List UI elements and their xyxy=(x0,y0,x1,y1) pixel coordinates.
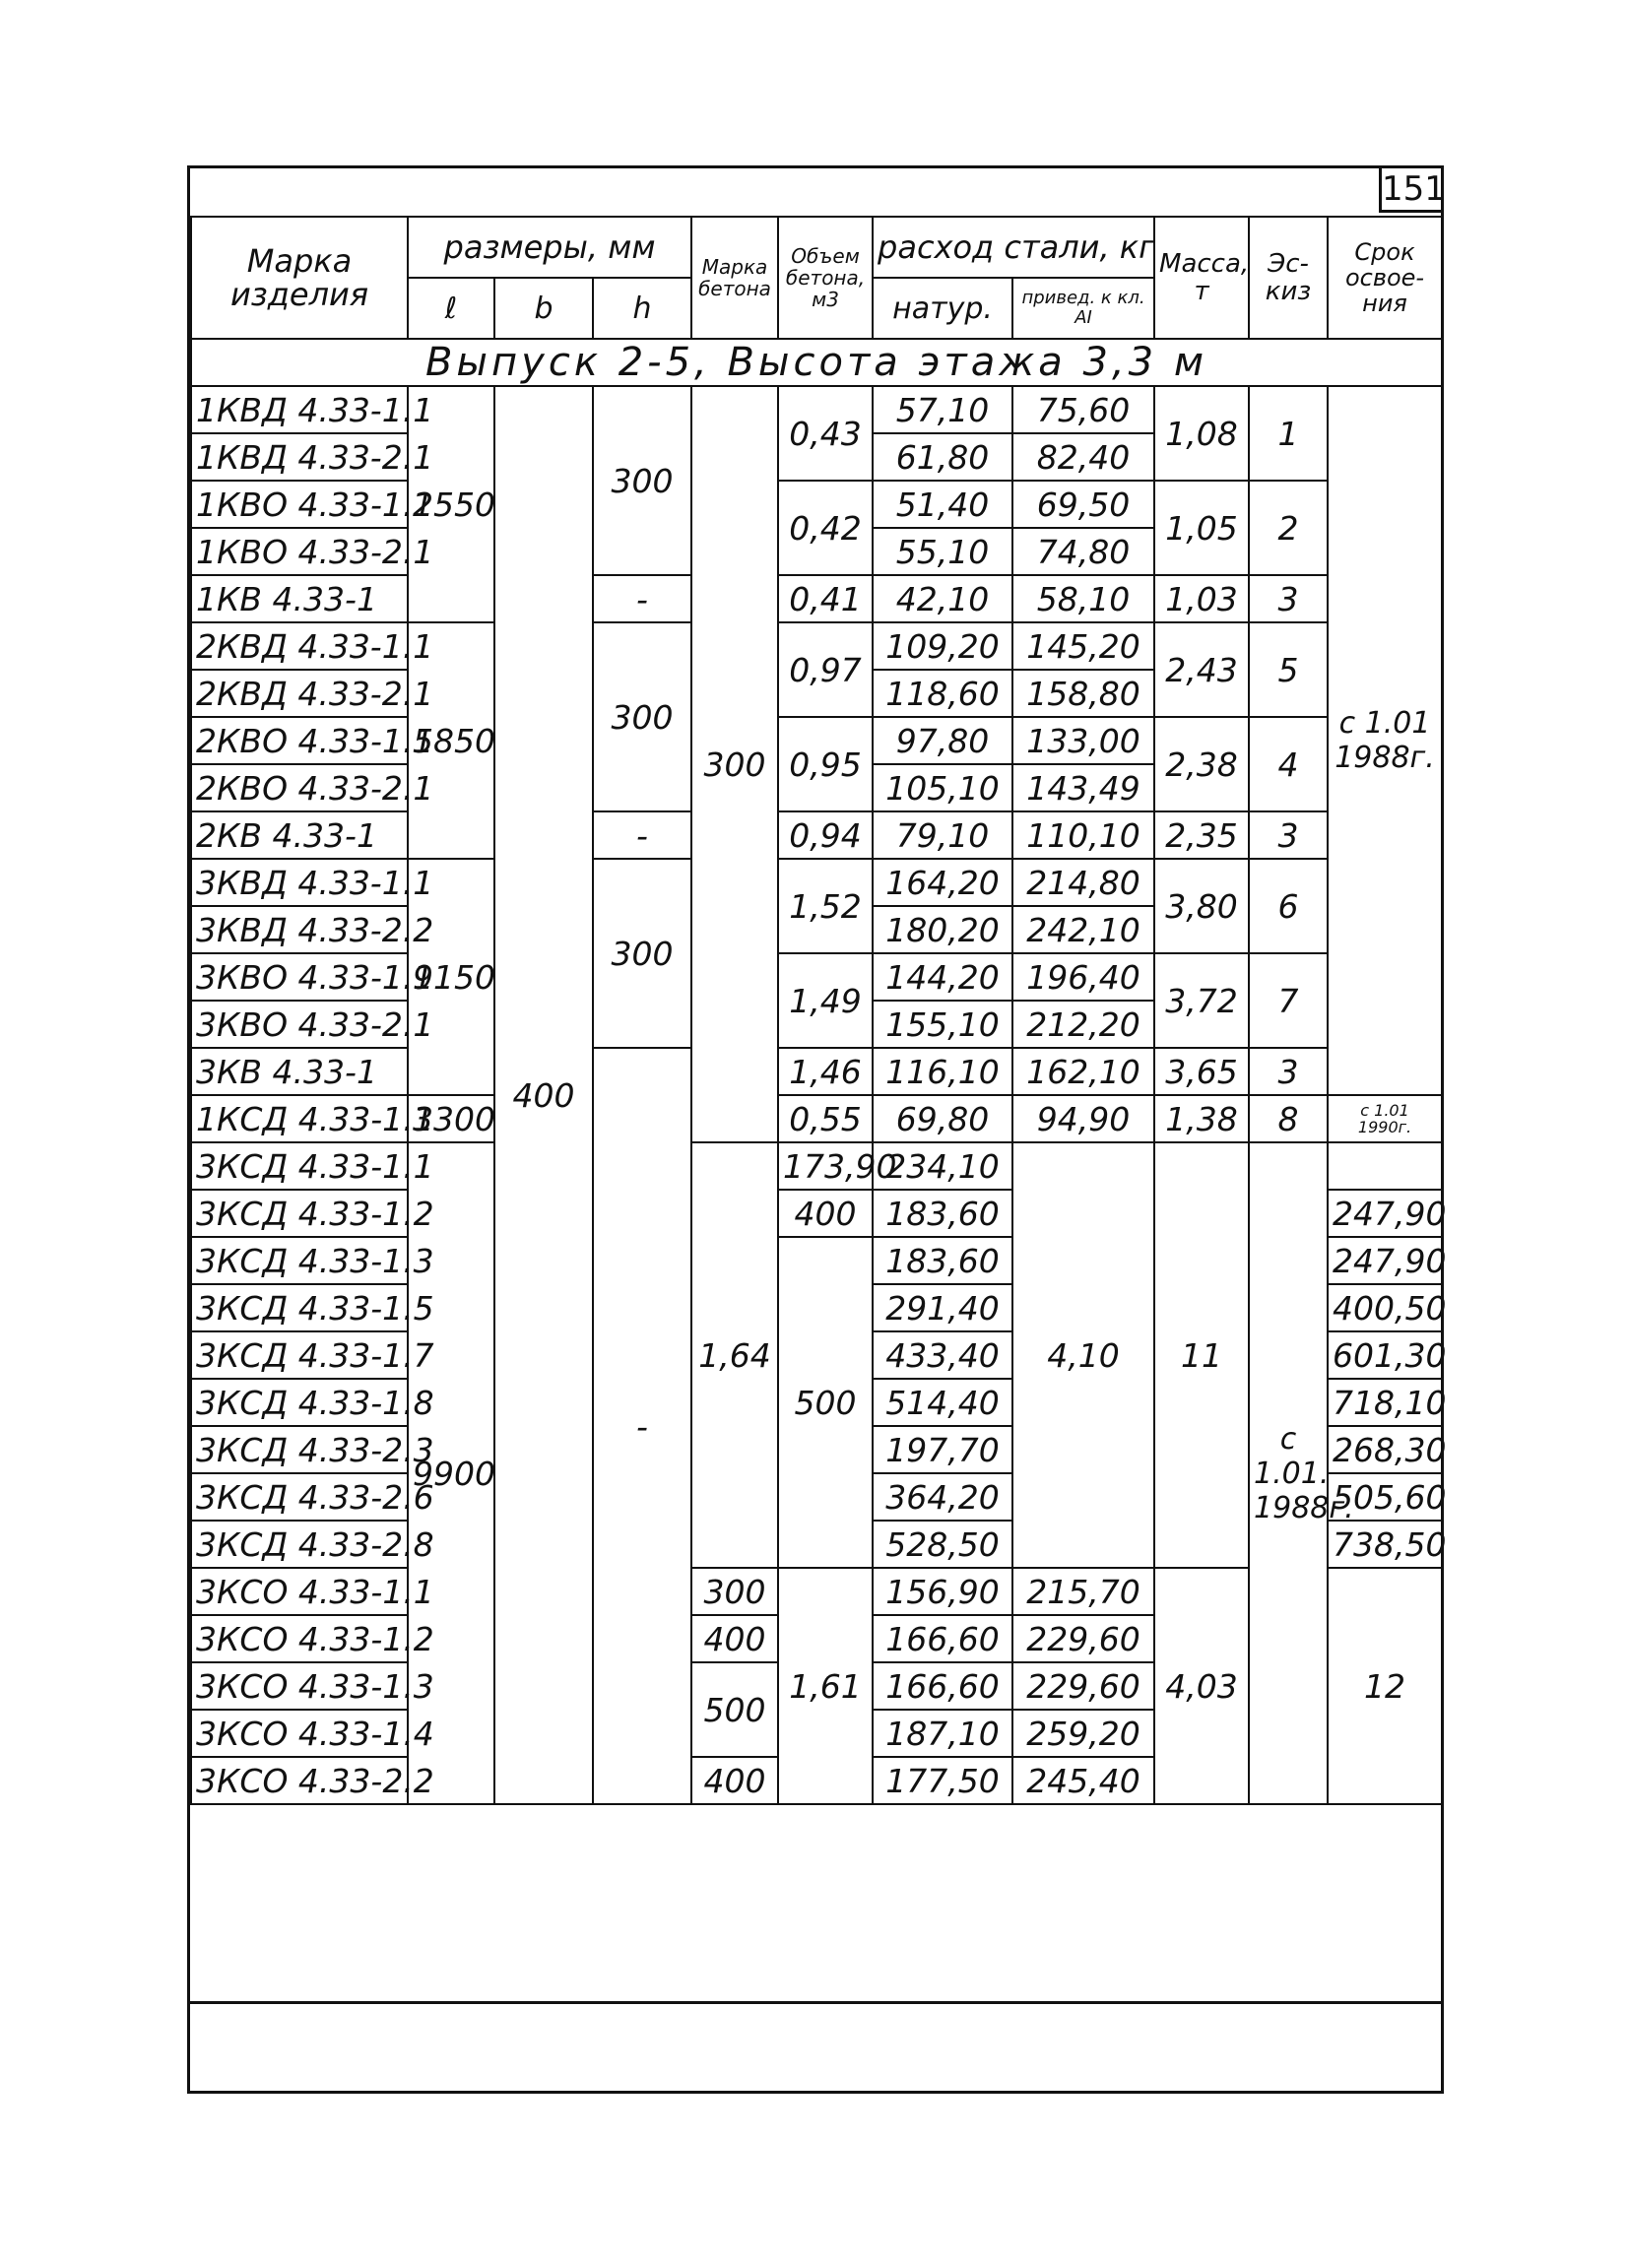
cell-concrete-grade: 400 xyxy=(778,1190,873,1237)
cell-concrete-grade: 400 xyxy=(691,1615,778,1662)
cell-height: - xyxy=(593,1048,691,1804)
cell-mass: 2,35 xyxy=(1154,811,1249,859)
table-row-mark: 1КВО 4.33-2.1 xyxy=(191,528,408,575)
cell-length: 5850 xyxy=(408,622,494,859)
table-row-mark: 3КВД 4.33-2.2 xyxy=(191,906,408,953)
cell-sketch: 8 xyxy=(1249,1095,1328,1142)
header-steel-nat: натур. xyxy=(873,278,1012,339)
table-row-mark: 3КСО 4.33-1.3 xyxy=(191,1662,408,1710)
cell-sketch: 5 xyxy=(1249,622,1328,717)
table-row-mark: 1КВД 4.33-1.1 xyxy=(191,386,408,433)
table-row-mark: 2КВО 4.33-1.1 xyxy=(191,717,408,764)
cell-steel-red: 229,60 xyxy=(1012,1615,1154,1662)
cell-height: - xyxy=(593,575,691,622)
cell-height: - xyxy=(593,811,691,859)
header-mark: Марка изделия xyxy=(191,217,408,339)
cell-steel-nat: 364,20 xyxy=(873,1473,1012,1521)
header-dim-b: b xyxy=(494,278,593,339)
table-row-mark: 1КСД 4.33-1.1 xyxy=(191,1095,408,1142)
header-concrete-grade: Марка бетона xyxy=(691,217,778,339)
cell-steel-red: 259,20 xyxy=(1012,1710,1154,1757)
cell-mass: 3,80 xyxy=(1154,859,1249,953)
cell-steel-nat: 155,10 xyxy=(873,1001,1012,1048)
cell-steel-red: 229,60 xyxy=(1012,1662,1154,1710)
table-row-mark: 3КСО 4.33-1.2 xyxy=(191,1615,408,1662)
header-dims: размеры, мм xyxy=(408,217,691,278)
cell-sketch: 2 xyxy=(1249,481,1328,575)
cell-steel-nat: 177,50 xyxy=(873,1757,1012,1804)
cell-steel-nat: 180,20 xyxy=(873,906,1012,953)
cell-height: 300 xyxy=(593,859,691,1048)
cell-mass: 3,72 xyxy=(1154,953,1249,1048)
cell-steel-red: 145,20 xyxy=(1012,622,1154,670)
cell-steel-nat: 42,10 xyxy=(873,575,1012,622)
table-row-mark: 3КСО 4.33-1.1 xyxy=(191,1568,408,1615)
header-steel-red: привед. к кл. AI xyxy=(1012,278,1154,339)
table-row-mark: 3КВ 4.33-1 xyxy=(191,1048,408,1095)
cell-steel-nat: 433,40 xyxy=(873,1331,1012,1379)
cell-steel-nat: 173,90 xyxy=(778,1142,873,1190)
cell-sketch: 3 xyxy=(1249,1048,1328,1095)
cell-concrete-grade: 300 xyxy=(691,386,778,1142)
cell-sketch: 3 xyxy=(1249,575,1328,622)
cell-mass: 2,38 xyxy=(1154,717,1249,811)
cell-steel-nat: 55,10 xyxy=(873,528,1012,575)
table-row-mark: 3КСД 4.33-1.8 xyxy=(191,1379,408,1426)
table-row-mark: 3КСО 4.33-1.4 xyxy=(191,1710,408,1757)
cell-steel-red: 247,90 xyxy=(1328,1237,1442,1284)
table-row-mark: 3КСД 4.33-2.6 xyxy=(191,1473,408,1521)
cell-steel-red: 245,40 xyxy=(1012,1757,1154,1804)
table-row-mark: 3КВД 4.33-1.1 xyxy=(191,859,408,906)
cell-steel-red: 133,00 xyxy=(1012,717,1154,764)
cell-length: 2550 xyxy=(408,386,494,622)
table-row-mark: 3КСД 4.33-1.5 xyxy=(191,1284,408,1331)
cell-steel-red: 110,10 xyxy=(1012,811,1154,859)
cell-steel-red: 58,10 xyxy=(1012,575,1154,622)
cell-volume: 1,49 xyxy=(778,953,873,1048)
header-steel: расход стали, кг xyxy=(873,217,1154,278)
cell-sketch: 1 xyxy=(1249,386,1328,481)
cell-steel-nat: 69,80 xyxy=(873,1095,1012,1142)
cell-mass: 2,43 xyxy=(1154,622,1249,717)
cell-steel-nat: 514,40 xyxy=(873,1379,1012,1426)
table-row-mark: 3КСД 4.33-2.3 xyxy=(191,1426,408,1473)
cell-mass: 4,03 xyxy=(1154,1568,1249,1804)
cell-concrete-grade: 300 xyxy=(691,1568,778,1615)
cell-steel-red: 505,60 xyxy=(1328,1473,1442,1521)
cell-mass: 1,03 xyxy=(1154,575,1249,622)
header-concrete-volume: Объем бетона, м3 xyxy=(778,217,873,339)
cell-volume: 0,42 xyxy=(778,481,873,575)
cell-steel-nat: 166,60 xyxy=(873,1662,1012,1710)
cell-sketch: 7 xyxy=(1249,953,1328,1048)
cell-steel-nat: 528,50 xyxy=(873,1521,1012,1568)
cell-volume: 1,52 xyxy=(778,859,873,953)
table-row-mark: 3КВО 4.33-1.1 xyxy=(191,953,408,1001)
cell-steel-red: 215,70 xyxy=(1012,1568,1154,1615)
cell-steel-red: 268,30 xyxy=(1328,1426,1442,1473)
table-row-mark: 3КСД 4.33-1.2 xyxy=(191,1190,408,1237)
cell-mass: 3,65 xyxy=(1154,1048,1249,1095)
cell-volume: 0,55 xyxy=(778,1095,873,1142)
cell-steel-nat: 57,10 xyxy=(873,386,1012,433)
table-row-mark: 3КВО 4.33-2.1 xyxy=(191,1001,408,1048)
cell-steel-nat: 97,80 xyxy=(873,717,1012,764)
document-sheet xyxy=(187,165,1447,2094)
table-row-mark: 1КВО 4.33-1.1 xyxy=(191,481,408,528)
cell-steel-red: 196,40 xyxy=(1012,953,1154,1001)
cell-steel-nat: 166,60 xyxy=(873,1615,1012,1662)
table-row-mark: 1КВД 4.33-2.1 xyxy=(191,433,408,481)
cell-volume: 0,43 xyxy=(778,386,873,481)
cell-steel-red: 162,10 xyxy=(1012,1048,1154,1095)
cell-length: 9900 xyxy=(408,1142,494,1804)
cell-volume: 1,61 xyxy=(778,1568,873,1804)
cell-steel-nat: 197,70 xyxy=(873,1426,1012,1473)
cell-steel-nat: 291,40 xyxy=(873,1284,1012,1331)
cell-steel-nat: 187,10 xyxy=(873,1710,1012,1757)
cell-sketch: 3 xyxy=(1249,811,1328,859)
cell-date: с 1.01 1990г. xyxy=(1328,1095,1442,1142)
cell-steel-nat: 109,20 xyxy=(873,622,1012,670)
table-row-mark: 2КВД 4.33-2.1 xyxy=(191,670,408,717)
table-row-mark: 2КВД 4.33-1.1 xyxy=(191,622,408,670)
cell-steel-red: 242,10 xyxy=(1012,906,1154,953)
cell-steel-red: 234,10 xyxy=(873,1142,1012,1190)
table-row-mark: 1КВ 4.33-1 xyxy=(191,575,408,622)
header-date: Срок освое-ния xyxy=(1328,217,1442,339)
header-dim-h: h xyxy=(593,278,691,339)
cell-steel-nat: 144,20 xyxy=(873,953,1012,1001)
cell-mass: 1,08 xyxy=(1154,386,1249,481)
cell-steel-nat: 183,60 xyxy=(873,1190,1012,1237)
cell-steel-nat: 156,90 xyxy=(873,1568,1012,1615)
cell-width: 400 xyxy=(494,386,593,1804)
cell-steel-red: 400,50 xyxy=(1328,1284,1442,1331)
cell-steel-nat: 51,40 xyxy=(873,481,1012,528)
header-sketch: Эс-киз xyxy=(1249,217,1328,339)
cell-steel-red: 69,50 xyxy=(1012,481,1154,528)
cell-volume: 1,46 xyxy=(778,1048,873,1095)
cell-steel-nat: 61,80 xyxy=(873,433,1012,481)
cell-sketch: 4 xyxy=(1249,717,1328,811)
cell-date: с 1.01 1988г. xyxy=(1328,386,1442,1095)
cell-steel-nat: 183,60 xyxy=(873,1237,1012,1284)
cell-steel-red: 94,90 xyxy=(1012,1095,1154,1142)
cell-steel-nat: 79,10 xyxy=(873,811,1012,859)
cell-volume: 1,64 xyxy=(691,1142,778,1568)
cell-length: 9150 xyxy=(408,859,494,1095)
cell-steel-nat: 164,20 xyxy=(873,859,1012,906)
page-number: 151 xyxy=(1379,165,1444,213)
cell-steel-red: 158,80 xyxy=(1012,670,1154,717)
release-title: Выпуск 2-5, Высота этажа 3,3 м xyxy=(191,339,1442,386)
table-row-mark: 3КСД 4.33-1.1 xyxy=(191,1142,408,1190)
cell-height: 300 xyxy=(593,622,691,811)
cell-steel-red: 82,40 xyxy=(1012,433,1154,481)
cell-volume: 0,97 xyxy=(778,622,873,717)
cell-steel-red: 74,80 xyxy=(1012,528,1154,575)
cell-mass: 1,38 xyxy=(1154,1095,1249,1142)
cell-steel-red: 214,80 xyxy=(1012,859,1154,906)
cell-steel-red: 738,50 xyxy=(1328,1521,1442,1568)
cell-length: 3300 xyxy=(408,1095,494,1142)
cell-mass: 4,10 xyxy=(1012,1142,1154,1568)
cell-steel-red: 143,49 xyxy=(1012,764,1154,811)
cell-sketch: 11 xyxy=(1154,1142,1249,1568)
table-row-mark: 2КВ 4.33-1 xyxy=(191,811,408,859)
cell-steel-red: 75,60 xyxy=(1012,386,1154,433)
cell-steel-red: 212,20 xyxy=(1012,1001,1154,1048)
table-row-mark: 3КСД 4.33-1.7 xyxy=(191,1331,408,1379)
table-row-mark: 2КВО 4.33-2.1 xyxy=(191,764,408,811)
cell-sketch: 6 xyxy=(1249,859,1328,953)
cell-steel-nat: 118,60 xyxy=(873,670,1012,717)
cell-steel-red: 718,10 xyxy=(1328,1379,1442,1426)
cell-steel-red: 247,90 xyxy=(1328,1190,1442,1237)
footer-blank-area xyxy=(190,2001,1441,2091)
cell-volume: 0,95 xyxy=(778,717,873,811)
cell-concrete-grade: 400 xyxy=(691,1757,778,1804)
cell-steel-nat: 116,10 xyxy=(873,1048,1012,1095)
header-mass: Масса, т xyxy=(1154,217,1249,339)
cell-date: с 1.01. 1988г. xyxy=(1249,1142,1328,1804)
header-dim-l: ℓ xyxy=(408,278,494,339)
cell-sketch: 12 xyxy=(1328,1568,1442,1804)
cell-concrete-grade: 500 xyxy=(778,1237,873,1568)
cell-mass: 1,05 xyxy=(1154,481,1249,575)
table-row-mark: 3КСД 4.33-1.3 xyxy=(191,1237,408,1284)
cell-volume: 0,41 xyxy=(778,575,873,622)
table-row-mark: 3КСД 4.33-2.8 xyxy=(191,1521,408,1568)
cell-volume: 0,94 xyxy=(778,811,873,859)
specification-table xyxy=(190,216,1447,1805)
table-row-mark: 3КСО 4.33-2.2 xyxy=(191,1757,408,1804)
cell-steel-red: 601,30 xyxy=(1328,1331,1442,1379)
cell-steel-nat: 105,10 xyxy=(873,764,1012,811)
cell-concrete-grade: 500 xyxy=(691,1662,778,1757)
cell-height: 300 xyxy=(593,386,691,575)
